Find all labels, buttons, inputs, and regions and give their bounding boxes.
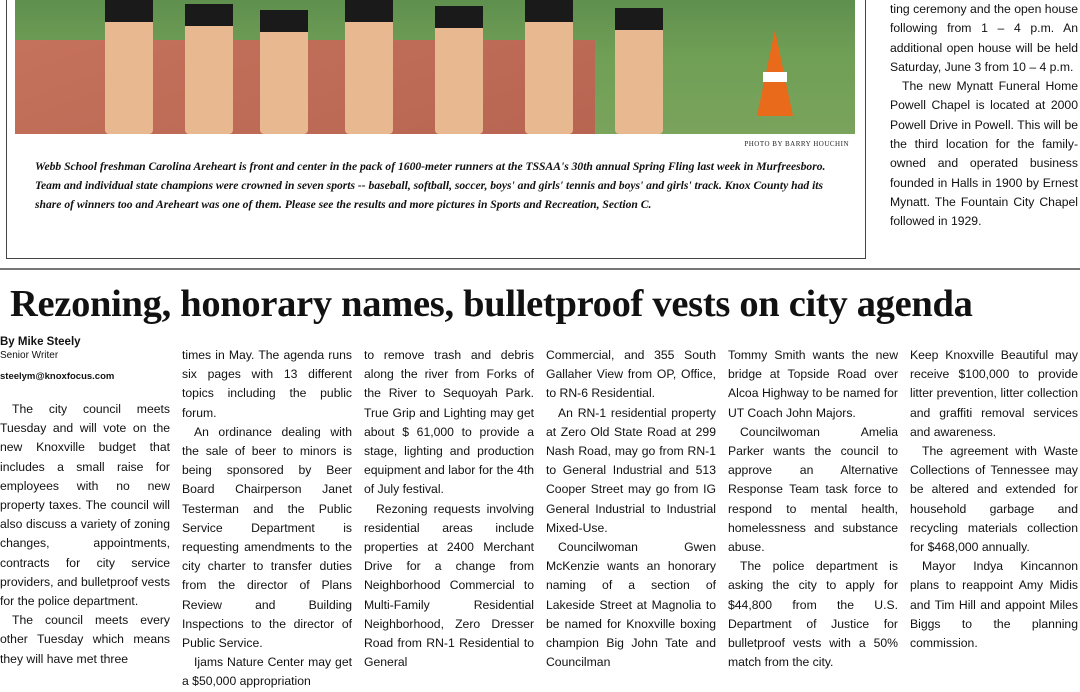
article-paragraph: An ordinance dealing with the sale of beer to minors is being sponsored by Beer Board Chairperson Janet Testerman and the Public Service Department is requesting amendments to the city charter to transfer duties from the director of Plans Review and Building Inspections to the director of Public Service. — [182, 424, 352, 651]
photo-frame — [6, 0, 866, 259]
photo-caption: Webb School freshman Carolina Areheart is front and center in the pack of 1600-meter runners at the TSSAA's 30th annual Spring Fling last week in Murfreesboro. Team and individual state champions were crowned in seven sports -- baseball, softball, soccer, boys' and girls' tennis and boys' and girls' track. Knox County had its share of winners too and Areheart was one of them. Please see the results and more pictures in Sports and Recreation, Section C. — [35, 160, 826, 211]
article-paragraph: The city council meets Tuesday and will vote on the new Knoxville budget that includes a small raise for employees with no new property taxes. The council will also discuss a variety of zoning changes, appointments, contracts for city service providers, and bulletproof vests for the police department. — [0, 402, 170, 609]
author-name: By Mike Steely — [0, 336, 81, 348]
article-paragraph: Councilwoman Amelia Parker wants the council to approve an Alternative Response Team task force to respond to mental health, homelessness and substance abuse. — [728, 424, 898, 555]
article-paragraph: The police department is asking the city to apply for $44,800 from the U.S. Department of Justice for bulletproof vests with a 50% match from the city. — [728, 559, 898, 670]
article-paragraph: times in May. The agenda runs six pages with 13 different topics including the public forum. — [182, 348, 352, 420]
article-paragraph: The agreement with Waste Collections of Tennessee may be altered and extended for household garbage and recycling materials collection for $468,000 annually. — [910, 444, 1078, 555]
article-paragraph: Commercial, and 355 South Gallaher View from OP, Office, to RN-6 Residential. — [546, 348, 716, 401]
article-paragraph: to remove trash and debris along the river from Forks of the River to Sequoyah Park. True Grip and Lighting may get about $ 61,000 to provide a stage, lighting and production equipment and labor for the 4th of July festival. — [364, 348, 534, 497]
runner-figure — [615, 8, 663, 134]
article-paragraph: Ijams Nature Center may get a $50,000 appropriation — [182, 655, 352, 689]
sidebar-paragraph: ting ceremony and the open house following from 1 – 4 p.m. An additional open house will be held Saturday, June 3 from 10 – 4 p.m. — [890, 2, 1078, 74]
runner-figure — [435, 6, 483, 134]
article-paragraph: Tommy Smith wants the new bridge at Topside Road over Alcoa Highway to be named for UT Coach John Majors. — [728, 348, 898, 420]
author-email[interactable]: steelym@knoxfocus.com — [0, 371, 115, 382]
article-paragraph: Mayor Indya Kincannon plans to reappoint Amy Midis and Tim Hill and appoint Miles Biggs to the planning commission. — [910, 559, 1078, 651]
sidebar-paragraph: The new Mynatt Funeral Home Powell Chapel is located at 2000 Powell Drive in Powell. This will be the third location for the family-owned and operated business founded in Halls in 1900 by Ernest Mynatt. The Fountain City Chapel followed in 1929. — [890, 79, 1078, 229]
runner-figure — [260, 10, 308, 134]
article-paragraph: Rezoning requests involving residential areas include properties at 2400 Merchant Drive for a change from Neighborhood Commercial to Multi-Family Residential Neighborhood, Zero Dresser Road from RN-1 Residential to General — [364, 501, 534, 670]
runner-figure — [345, 0, 393, 134]
section-divider — [0, 268, 1080, 270]
runner-figure — [185, 4, 233, 134]
byline — [0, 336, 170, 383]
track-photo — [15, 0, 855, 134]
article-paragraph: The council meets every other Tuesday which means they will have met three — [0, 613, 170, 666]
article-headline: Rezoning, honorary names, bulletproof vests on city agenda — [10, 283, 973, 325]
cone-stripe — [763, 72, 787, 82]
article-column-5 — [728, 346, 898, 672]
author-title: Senior Writer — [0, 350, 59, 361]
runner-figure — [105, 0, 153, 134]
article-column-2 — [182, 346, 352, 692]
article-column-1 — [0, 400, 170, 669]
article-column-3 — [364, 346, 534, 672]
photo-credit: PHOTO BY BARRY HOUCHIN — [744, 140, 849, 148]
runner-figure — [525, 0, 573, 134]
article-column-6 — [910, 346, 1078, 653]
article-column-4 — [546, 346, 716, 672]
article-paragraph: An RN-1 residential property at Zero Old State Road at 299 Nash Road, may go from RN-1 to General Industrial and 513 Cooper Street may go from IG General Industrial to Industrial Mixed-Use. — [546, 405, 716, 535]
article-paragraph: Councilwoman Gwen McKenzie wants an honorary naming of a section of Lakeside Street at Magnolia to be named for Knoxville boxing champion Big John Tate and Councilman — [546, 540, 716, 670]
sidebar-story — [890, 0, 1078, 232]
article-paragraph: Keep Knoxville Beautiful may receive $100,000 to provide litter prevention, litter collection and graffiti removal services and awareness. — [910, 348, 1078, 439]
